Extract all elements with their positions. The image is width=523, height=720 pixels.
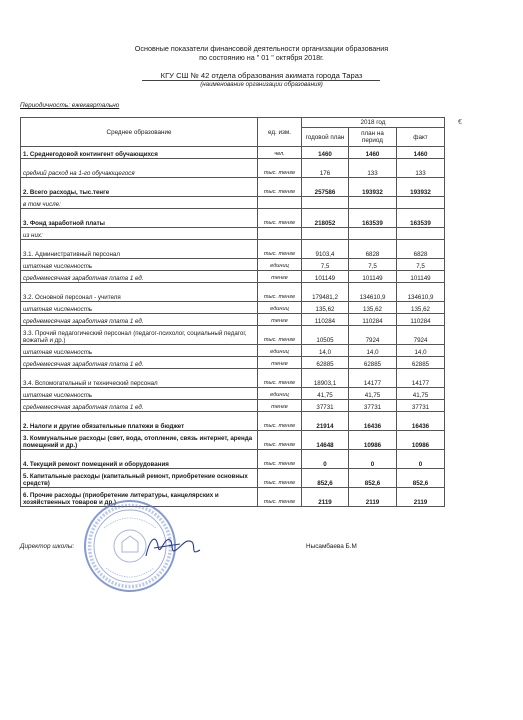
row-period-plan: 7,5 <box>349 259 397 271</box>
row-unit: тыс. тенге <box>258 412 302 431</box>
row-label: среднемесячная заработная плата 1 ед. <box>21 271 258 283</box>
row-fact: 0 <box>397 450 445 469</box>
row-label: из них: <box>21 228 258 240</box>
table-row <box>21 147 445 159</box>
row-period-plan: 37731 <box>349 400 397 412</box>
row-period-plan: 6828 <box>349 240 397 259</box>
table-row <box>21 326 445 345</box>
row-annual-plan: 62885 <box>302 357 349 369</box>
row-annual-plan: 18903,1 <box>302 369 349 388</box>
row-annual-plan: 14,0 <box>302 345 349 357</box>
row-fact: 1460 <box>397 147 445 159</box>
table-row <box>21 178 445 197</box>
row-unit: тенге <box>258 314 302 326</box>
table-row <box>21 209 445 228</box>
row-annual-plan: 218052 <box>302 209 349 228</box>
row-fact: 16436 <box>397 412 445 431</box>
director-name: Нысамбаева Б.М <box>306 543 357 550</box>
row-label: 2. Всего расходы, тыс.тенге <box>21 178 258 197</box>
row-period-plan: 852,6 <box>349 469 397 488</box>
row-period-plan: 135,62 <box>349 302 397 314</box>
row-annual-plan: 14648 <box>302 431 349 450</box>
header-year: 2018 год <box>302 118 445 128</box>
row-label: среднемесячная заработная плата 1 ед. <box>21 314 258 326</box>
row-fact: 14177 <box>397 369 445 388</box>
table-row <box>21 469 445 488</box>
row-unit: тыс. тенге <box>258 488 302 507</box>
row-period-plan: 163539 <box>349 209 397 228</box>
row-unit: тыс. тенге <box>258 450 302 469</box>
row-annual-plan: 110284 <box>302 314 349 326</box>
row-label: 3.4. Вспомогательный и технический персонал <box>21 369 258 388</box>
row-fact: 852,6 <box>397 469 445 488</box>
row-annual-plan: 101149 <box>302 271 349 283</box>
row-unit: тенге <box>258 357 302 369</box>
director-signature <box>140 530 210 564</box>
row-label: 1. Среднегодовой контингент обучающихся <box>21 147 258 159</box>
table-row <box>21 357 445 369</box>
row-fact: 193932 <box>397 178 445 197</box>
row-label: 5. Капитальные расходы (капитальный ремонт, приобретение основных средств) <box>21 469 258 488</box>
row-fact: 134610,9 <box>397 283 445 302</box>
row-unit: тыс. тенге <box>258 240 302 259</box>
row-unit: тыс. тенге <box>258 469 302 488</box>
table-row <box>21 431 445 450</box>
row-label: 3.3. Прочий педагогический персонал (педагог-психолог, социальный педагог, вожатый и др.) <box>21 326 258 345</box>
row-fact: 7924 <box>397 326 445 345</box>
row-unit: тыс. тенге <box>258 431 302 450</box>
row-period-plan: 14,0 <box>349 345 397 357</box>
row-unit: единиц <box>258 302 302 314</box>
header-unit: ед. изм. <box>258 118 302 147</box>
row-label: 3.2. Основной персонал - учителя <box>21 283 258 302</box>
row-unit: тенге <box>258 271 302 283</box>
corner-mark: € <box>458 119 462 126</box>
row-annual-plan: 41,75 <box>302 388 349 400</box>
table-header-row <box>21 118 445 128</box>
table-row <box>21 345 445 357</box>
row-period-plan: 14177 <box>349 369 397 388</box>
row-fact: 101149 <box>397 271 445 283</box>
row-fact: 163539 <box>397 209 445 228</box>
periodicity-label: Периодичность: ежеквартально <box>20 102 120 109</box>
row-fact: 10986 <box>397 431 445 450</box>
table-row <box>21 314 445 326</box>
row-annual-plan: 257586 <box>302 178 349 197</box>
table-row <box>21 400 445 412</box>
table-row <box>21 259 445 271</box>
row-annual-plan: 1460 <box>302 147 349 159</box>
row-unit: тенге <box>258 400 302 412</box>
row-label: 3. Коммунальные расходы (свет, вода, отопление, связь интернет, аренда помещений и др.) <box>21 431 258 450</box>
row-unit: тыс. тенге <box>258 369 302 388</box>
row-annual-plan: 0 <box>302 450 349 469</box>
row-unit <box>258 228 302 240</box>
row-fact <box>397 197 445 209</box>
row-unit: тыс. тенге <box>258 178 302 197</box>
header-plan-year: годовой план <box>302 128 349 147</box>
row-unit: тыс. тенге <box>258 326 302 345</box>
table-row <box>21 228 445 240</box>
financial-indicators-table <box>20 117 445 507</box>
director-label: Директор школы: <box>20 543 75 550</box>
row-annual-plan: 10505 <box>302 326 349 345</box>
row-annual-plan: 9103,4 <box>302 240 349 259</box>
row-fact: 7,5 <box>397 259 445 271</box>
row-fact: 6828 <box>397 240 445 259</box>
table-row <box>21 283 445 302</box>
table-row <box>21 271 445 283</box>
row-annual-plan: 176 <box>302 159 349 178</box>
row-annual-plan: 7,5 <box>302 259 349 271</box>
row-period-plan: 16436 <box>349 412 397 431</box>
row-annual-plan: 135,62 <box>302 302 349 314</box>
table-row <box>21 240 445 259</box>
row-label: штатная численность <box>21 345 258 357</box>
row-period-plan: 10986 <box>349 431 397 450</box>
row-fact: 14,0 <box>397 345 445 357</box>
table-row <box>21 388 445 400</box>
row-label: 3. Фонд заработной платы <box>21 209 258 228</box>
row-annual-plan <box>302 228 349 240</box>
row-period-plan: 134610,9 <box>349 283 397 302</box>
header-fact: факт <box>397 128 445 147</box>
table-row <box>21 369 445 388</box>
row-period-plan: 1460 <box>349 147 397 159</box>
row-label: 3.1. Административный персонал <box>21 240 258 259</box>
row-label: 2. Налоги и другие обязательные платежи в бюджет <box>21 412 258 431</box>
row-fact: 2119 <box>397 488 445 507</box>
row-unit: тыс. тенге <box>258 283 302 302</box>
report-title: Основные показатели финансовой деятельности организации образования <box>134 44 389 53</box>
row-period-plan: 62885 <box>349 357 397 369</box>
row-period-plan: 7924 <box>349 326 397 345</box>
row-annual-plan: 37731 <box>302 400 349 412</box>
row-label: 6. Прочие расходы (приобретение литературы, канцелярских и хозяйственных товаров и др.) <box>21 488 258 507</box>
row-annual-plan: 2119 <box>302 488 349 507</box>
row-label: штатная численность <box>21 302 258 314</box>
row-period-plan: 133 <box>349 159 397 178</box>
row-fact: 133 <box>397 159 445 178</box>
row-annual-plan <box>302 197 349 209</box>
row-period-plan: 101149 <box>349 271 397 283</box>
row-fact: 37731 <box>397 400 445 412</box>
table-body <box>21 147 445 507</box>
row-unit <box>258 197 302 209</box>
row-label: штатная численность <box>21 259 258 271</box>
row-unit: единиц <box>258 388 302 400</box>
row-annual-plan: 21914 <box>302 412 349 431</box>
row-period-plan: 193932 <box>349 178 397 197</box>
row-label: среднемесячная заработная плата 1 ед. <box>21 400 258 412</box>
organization-caption: (наименование организации образования) <box>200 81 323 88</box>
row-annual-plan: 179481,2 <box>302 283 349 302</box>
row-label: 4. Текущий ремонт помещений и оборудования <box>21 450 258 469</box>
row-unit: тыс. тенге <box>258 159 302 178</box>
row-label: в том числе: <box>21 197 258 209</box>
table-row <box>21 302 445 314</box>
table-row <box>21 450 445 469</box>
row-period-plan <box>349 197 397 209</box>
row-period-plan: 110284 <box>349 314 397 326</box>
row-fact <box>397 228 445 240</box>
table-row <box>21 412 445 431</box>
row-unit: единиц <box>258 259 302 271</box>
row-label: штатная численность <box>21 388 258 400</box>
header-plan-period: план на период <box>349 128 397 147</box>
row-annual-plan: 852,6 <box>302 469 349 488</box>
row-unit: тыс. тенге <box>258 209 302 228</box>
table-row <box>21 197 445 209</box>
organization-name: КГУ СШ № 42 отдела образования акимата города Тараз <box>160 71 363 80</box>
row-period-plan: 2119 <box>349 488 397 507</box>
row-period-plan <box>349 228 397 240</box>
row-unit: чел. <box>258 147 302 159</box>
row-label: средний расход на 1-го обучающегося <box>21 159 258 178</box>
row-period-plan: 0 <box>349 450 397 469</box>
row-label: среднемесячная заработная плата 1 ед. <box>21 357 258 369</box>
row-fact: 41,75 <box>397 388 445 400</box>
row-unit: единиц <box>258 345 302 357</box>
row-period-plan: 41,75 <box>349 388 397 400</box>
row-fact: 110284 <box>397 314 445 326</box>
table-row <box>21 159 445 178</box>
report-date: по состоянию на " 01 " октября 2018г. <box>199 53 324 62</box>
row-fact: 135,62 <box>397 302 445 314</box>
row-fact: 62885 <box>397 357 445 369</box>
header-name: Среднее образование <box>21 118 258 147</box>
